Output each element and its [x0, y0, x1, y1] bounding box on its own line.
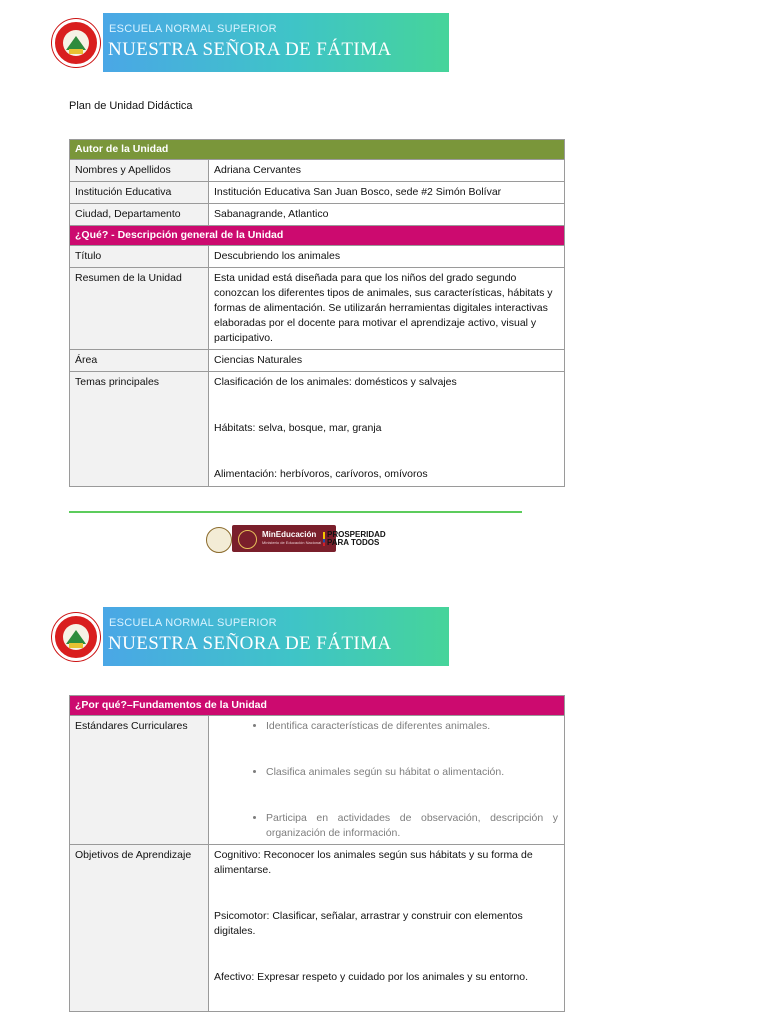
fundamentos-table	[69, 695, 565, 1012]
prosperidad-line2: PARA TODOS	[327, 538, 380, 547]
row-value: Institución Educativa San Juan Bosco, sede #2 Simón Bolívar	[209, 182, 565, 204]
row-label: Objetivos de Aprendizaje	[70, 845, 209, 1012]
tema-item: Hábitats: selva, bosque, mar, granja	[214, 422, 382, 434]
section-header-porque	[70, 696, 565, 716]
row-label: Resumen de la Unidad	[70, 268, 209, 350]
estandar-item: • Participa en actividades de observación, descripción y organización de información.	[266, 811, 558, 841]
table-row	[70, 268, 565, 350]
mineducacion-logo	[232, 525, 336, 552]
footer-divider	[69, 511, 522, 513]
row-label: Estándares Curriculares	[70, 716, 209, 845]
estandar-item: • Clasifica animales según su hábitat o alimentación.	[266, 765, 558, 780]
school-banner	[103, 607, 449, 666]
objetivo-item: Psicomotor: Clasificar, señalar, arrastrar y construir con elementos digitales.	[214, 910, 523, 937]
row-value	[209, 845, 565, 1012]
row-value	[209, 372, 565, 487]
objetivo-item: Cognitivo: Reconocer los animales según sus hábitats y su forma de alimentarse.	[214, 849, 533, 876]
row-value: Sabanagrande, Atlantico	[209, 204, 565, 226]
colombia-shield-logo	[206, 527, 232, 553]
mineducacion-subtitle: Ministerio de Educación Nacional	[262, 540, 322, 545]
row-value: Ciencias Naturales	[209, 350, 565, 372]
estandar-item: • Identifica características de diferentes animales.	[266, 719, 558, 734]
prosperidad-line1: PROSPERIDAD	[327, 530, 386, 539]
row-value: Esta unidad está diseñada para que los niños del grado segundo conozcan los diferentes tipos de animales, sus características, hábitats y formas de alimentación. Se utilizarán herramientas digitales interactivas elaboradas por el docente para motivar el aprendizaje activo, visual y participativo.	[209, 268, 565, 350]
school-seal-logo	[52, 613, 100, 661]
row-value: Adriana Cervantes	[209, 160, 565, 182]
tema-item: Clasificación de los animales: domésticos y salvajes	[214, 376, 457, 388]
section-title: Autor de la Unidad	[70, 140, 565, 160]
banner-line2: NUESTRA SEÑORA DE FÁTIMA	[108, 39, 392, 60]
tema-item: Alimentación: herbívoros, carívoros, omívoros	[214, 468, 428, 480]
section-header-autor	[70, 140, 565, 160]
row-label: Área	[70, 350, 209, 372]
mineducacion-icon	[238, 530, 257, 549]
row-label: Institución Educativa	[70, 182, 209, 204]
row-label: Ciudad, Departamento	[70, 204, 209, 226]
unit-plan-table	[69, 139, 565, 487]
banner-line1: ESCUELA NORMAL SUPERIOR	[109, 23, 277, 35]
section-title: ¿Qué? - Descripción general de la Unidad	[70, 226, 565, 246]
banner-line2: NUESTRA SEÑORA DE FÁTIMA	[108, 633, 392, 654]
row-label: Título	[70, 246, 209, 268]
section-title: ¿Por qué?–Fundamentos de la Unidad	[70, 696, 565, 716]
table-row	[70, 246, 565, 268]
table-row	[70, 372, 565, 487]
table-row	[70, 350, 565, 372]
row-value	[209, 716, 565, 845]
row-value: Descubriendo los animales	[209, 246, 565, 268]
banner-line1: ESCUELA NORMAL SUPERIOR	[109, 617, 277, 629]
table-row	[70, 845, 565, 1012]
mineducacion-title: MinEducación	[262, 530, 317, 539]
row-label: Nombres y Apellidos	[70, 160, 209, 182]
table-row	[70, 204, 565, 226]
school-seal-logo	[52, 19, 100, 67]
row-label: Temas principales	[70, 372, 209, 487]
prosperidad-logo	[327, 531, 386, 547]
table-row	[70, 160, 565, 182]
table-row	[70, 716, 565, 845]
document-title: Plan de Unidad Didáctica	[69, 100, 193, 112]
school-banner	[103, 13, 449, 72]
section-header-que	[70, 226, 565, 246]
objetivo-item: Afectivo: Expresar respeto y cuidado por los animales y su entorno.	[214, 971, 528, 983]
table-row	[70, 182, 565, 204]
